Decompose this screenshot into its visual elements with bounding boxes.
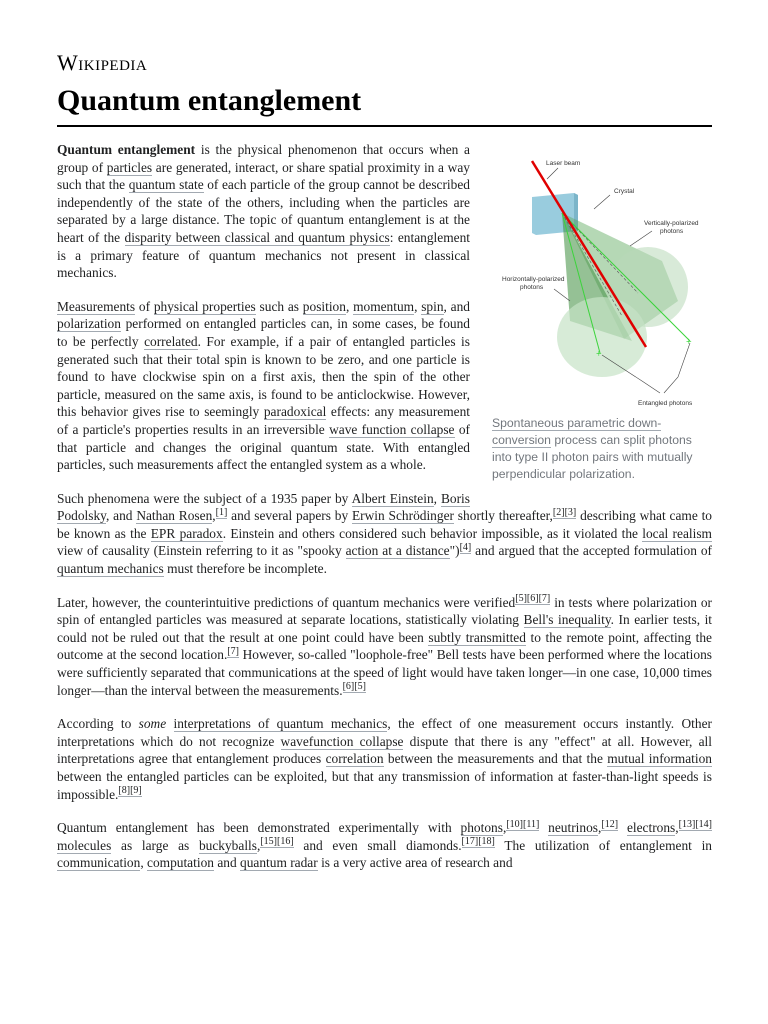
link-computation[interactable]: computation <box>147 855 214 871</box>
link-action-at-a-distance[interactable]: action at a distance <box>345 543 450 559</box>
ref-16[interactable]: [16] <box>277 836 294 848</box>
ref-11[interactable]: [11] <box>522 818 540 830</box>
ref-3[interactable]: [3] <box>564 506 577 518</box>
link-boris-podolsky[interactable]: Boris Podolsky <box>57 490 470 524</box>
ref-18[interactable]: [18] <box>478 836 495 848</box>
spdc-diagram-image[interactable] <box>492 141 712 409</box>
paragraph-interpretations: According to some interpretations of quantum mechanics, the effect of one measurement occurs instantly. Other interpretations which do not recognize wavefunction collapse dispute that there is any "effect" at all. However, all interpretations agree that entanglement produces correlation between the measurements and that the mutual information between the entangled particles can be exploited, but that any transmission of information at faster-than-light speeds is impossible.[8][9] <box>57 716 712 802</box>
label-laser-beam: Laser beam <box>546 160 581 167</box>
link-polarization[interactable]: polarization <box>57 316 121 332</box>
ref-6b[interactable]: [6] <box>342 681 355 693</box>
link-communication[interactable]: communication <box>57 855 141 871</box>
page-title: Quantum entanglement <box>57 84 362 117</box>
ref-10[interactable]: [10] <box>506 818 523 830</box>
link-paradoxical[interactable]: paradoxical <box>263 404 327 420</box>
label-horizontal-1: Horizontally-polarized <box>502 276 565 283</box>
ref-1[interactable]: [1] <box>215 506 228 518</box>
ref-2[interactable]: [2] <box>552 506 565 518</box>
link-spin[interactable]: spin <box>421 298 444 314</box>
link-spdc[interactable]: Spontaneous parametric down-conversion <box>492 416 662 447</box>
ref-15[interactable]: [15] <box>260 836 277 848</box>
link-mutual-information[interactable]: mutual information <box>607 751 712 767</box>
paragraph-measurements: Measurements of physical properties such as position, momentum, spin, and polarization performed on entangled particles can, in some cases, be found to be perfectly correlated. For example, if a pair of entangled particles is generated such that their total spin is known to be zero, and one particle is found to have clockwise spin on a first axis, then the spin of the other particle, measured on the same axis, is found to be anticlockwise. However, this behavior gives rise to seemingly paradoxical effects: any measurement of a particle's properties results in an irreversible wave function collapse of that particle and changes the original quantum state. With entangled particles, such measurements affect the entangled system as a whole. <box>57 298 471 473</box>
label-vertical-1: Vertically-polarized <box>644 220 699 227</box>
link-bells-inequality[interactable]: Bell's inequality <box>523 612 611 628</box>
link-epr-paradox[interactable]: EPR paradox <box>150 525 223 541</box>
ref-9[interactable]: [9] <box>130 785 142 797</box>
link-quantum-mechanics[interactable]: quantum mechanics <box>57 561 164 577</box>
link-subtly-transmitted[interactable]: subtly transmitted <box>428 629 526 645</box>
link-momentum[interactable]: momentum <box>353 298 415 314</box>
link-buckyballs[interactable]: buckyballs <box>198 837 257 853</box>
figure-caption: Spontaneous parametric down-conversion process can split photons into type II photon pairs with mutually perpendicular polarization. <box>492 416 693 481</box>
ref-6[interactable]: [6] <box>526 593 539 605</box>
label-horizontal-2: photons <box>520 284 544 291</box>
paragraph-bell-tests: Later, however, the counterintuitive predictions of quantum mechanics were verified[5][6][7] in tests where polarization or spin of entangled particles was measured at separate locations, statistically violating Bell's inequality. In earlier tests, it could not be ruled out that the result at one point could have been subtly transmitted to the remote point, affecting the outcome at the second location.[7] However, so-called "loophole-free" Bell tests have been performed where the locations were sufficiently separated that communications at the speed of light would have taken longer—in one case, 10,000 times longer—than the interval between the measurements.[6][5] <box>57 593 713 698</box>
ref-4[interactable]: [4] <box>459 542 472 553</box>
link-albert-einstein[interactable]: Albert Einstein <box>351 490 434 506</box>
link-local-realism[interactable]: local realism <box>642 525 712 541</box>
title-divider <box>57 125 712 127</box>
ref-7b[interactable]: [7] <box>227 645 239 657</box>
link-correlated[interactable]: correlated <box>144 333 198 349</box>
link-measurements[interactable]: Measurements <box>57 298 136 314</box>
figure-spdc <box>492 141 712 483</box>
link-erwin-schrodinger[interactable]: Erwin Schrödinger <box>351 508 454 524</box>
link-quantum-radar[interactable]: quantum radar <box>240 855 318 871</box>
link-interpretations-qm[interactable]: interpretations of quantum mechanics <box>173 716 388 732</box>
link-molecules[interactable]: molecules <box>57 837 112 853</box>
ref-12[interactable]: [12] <box>601 818 619 830</box>
link-position[interactable]: position <box>302 298 346 314</box>
link-physical-properties[interactable]: physical properties <box>153 298 256 314</box>
ref-14[interactable]: [14] <box>695 818 712 830</box>
link-wavefunction-collapse[interactable]: wavefunction collapse <box>280 733 404 749</box>
link-quantum-state[interactable]: quantum state <box>128 177 204 193</box>
label-crystal: Crystal <box>614 188 635 195</box>
ref-17[interactable]: [17] <box>461 836 479 848</box>
link-wave-function-collapse[interactable]: wave function collapse <box>329 421 455 437</box>
paragraph-intro: Quantum entanglement is the physical phenomenon that occurs when a group of particles are generated, interact, or share spatial proximity in a way such that the quantum state of each particle of the group cannot be described independently of the state of the others, including when the particles are separated by a large distance. The topic of quantum entanglement is at the heart of the disparity between classical and quantum physics: entanglement is a primary feature of quantum mechanics not present in classical mechanics. <box>57 142 470 281</box>
link-classical-quantum-disparity[interactable]: disparity between classical and quantum physics <box>124 229 390 245</box>
wikipedia-logo[interactable]: Wikipedia <box>57 50 148 75</box>
ref-5b[interactable]: [5] <box>354 681 366 693</box>
svg-text:+: + <box>686 337 692 348</box>
link-neutrinos[interactable]: neutrinos <box>548 820 599 836</box>
link-photons[interactable]: photons <box>460 820 503 836</box>
ref-5[interactable]: [5] <box>515 593 527 605</box>
ref-7[interactable]: [7] <box>538 593 551 605</box>
paragraph-epr: Such phenomena were the subject of a 1935 paper by Albert Einstein, Boris Podolsky, and Nathan Rosen,[1] and several papers by Erwin Schrödinger shortly thereafter,[2][3] describing what came to be known as the EPR paradox. Einstein and others considered such behavior impossible, as it violated the local realism view of causality (Einstein referring to it as "spooky action at a distance")[4] and argued that the accepted formulation of quantum mechanics must therefore be incomplete. <box>57 490 712 577</box>
link-particles[interactable]: particles <box>106 159 153 175</box>
svg-text:+: + <box>596 349 602 360</box>
paragraph-experiments: Quantum entanglement has been demonstrated experimentally with photons,[10][11] neutrinos,[12] electrons,[13][14] molecules as large as buckyballs,[15][16] and even small diamonds.[17][18] The utilization of entanglement in communication, computation and quantum radar is a very active area of research and <box>57 818 712 871</box>
link-nathan-rosen[interactable]: Nathan Rosen <box>136 508 213 524</box>
label-entangled-photons: Entangled photons <box>638 400 693 407</box>
label-vertical-2: photons <box>660 228 684 235</box>
ref-13[interactable]: [13] <box>678 818 696 830</box>
link-electrons[interactable]: electrons <box>626 820 676 836</box>
article-body <box>57 141 712 888</box>
link-correlation[interactable]: correlation <box>325 751 384 767</box>
ref-8[interactable]: [8] <box>118 785 131 797</box>
